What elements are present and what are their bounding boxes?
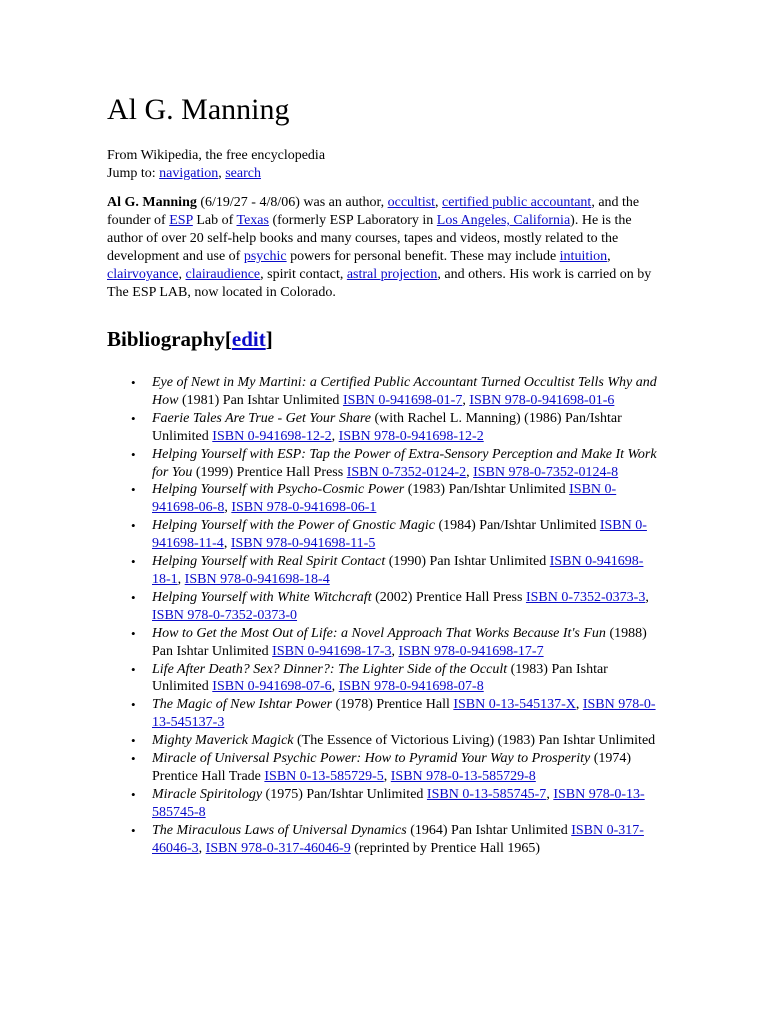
navigation-link[interactable]: navigation <box>159 165 219 181</box>
text-run: (formerly ESP Laboratory in <box>268 213 437 228</box>
isbn-link[interactable]: ISBN 978-0-317-46046-9 <box>205 840 351 856</box>
text-run: (1983) Pan Ishtar Unlimited <box>152 661 608 695</box>
intro-paragraph <box>107 194 662 302</box>
text-run: , and the founder of <box>107 195 640 228</box>
text-run: powers for personal benefit. These may include <box>286 249 560 264</box>
bibliography-heading <box>107 326 662 352</box>
text-run: , <box>391 643 399 659</box>
text-run: , <box>198 840 206 856</box>
bibliography-item <box>152 481 662 517</box>
isbn-link[interactable]: ISBN 0-941698-17-3 <box>272 643 392 659</box>
text-run: (The Essence of Victorious Living) (1983) Pan Ishtar Unlimited <box>293 733 656 749</box>
text-run: (reprinted by Prentice Hall 1965) <box>350 840 541 856</box>
isbn-link[interactable]: ISBN 978-0-941698-12-2 <box>338 428 484 444</box>
isbn-link[interactable]: ISBN 978-0-941698-17-7 <box>398 643 544 659</box>
text-run: (1988) Pan Ishtar Unlimited <box>152 625 647 659</box>
text-run: , <box>462 392 470 408</box>
isbn-link[interactable]: ISBN 0-941698-01-7 <box>342 392 463 408</box>
text-run: (1983) Pan/Ishtar Unlimited <box>404 482 570 498</box>
book-title: Helping Yourself with the Power of Gnostic Magic <box>152 518 435 534</box>
text-run: , and others. His work is carried on by The ESP LAB, now located in Colorado. <box>107 267 652 300</box>
bibliography-item <box>152 750 662 786</box>
isbn-link[interactable]: ISBN 0-941698-12-2 <box>212 428 332 444</box>
search-link[interactable]: search <box>225 165 261 181</box>
isbn-link[interactable]: ISBN 0-317-46046-3 <box>152 822 644 856</box>
book-title: How to Get the Most Out of Life: a Novel Approach That Works Because It's Fun <box>152 625 606 641</box>
isbn-link[interactable]: ISBN 978-0-13-545137-3 <box>152 697 656 731</box>
intuition-link[interactable]: intuition <box>559 249 608 264</box>
bibliography-list <box>107 374 662 857</box>
page-title: Al G. Manning <box>107 93 290 126</box>
text-run: , <box>645 589 649 605</box>
bibliography-item <box>152 625 662 661</box>
text-run: , <box>383 768 391 784</box>
book-title: Faerie Tales Are True - Get Your Share <box>152 410 371 426</box>
los-angeles-california-link[interactable]: Los Angeles, California <box>436 213 571 228</box>
isbn-link[interactable]: ISBN 978-0-13-585745-8 <box>152 786 645 820</box>
isbn-link[interactable]: ISBN 0-941698-06-8 <box>152 482 617 516</box>
book-title: Miracle of Universal Psychic Power: How to Pyramid Your Way to Prosperity <box>152 751 591 767</box>
book-title: The Miraculous Laws of Universal Dynamics <box>152 822 407 838</box>
clairvoyance-link[interactable]: clairvoyance <box>107 267 179 282</box>
isbn-link[interactable]: ISBN 978-0-941698-07-8 <box>338 679 484 695</box>
text-run: (1975) Pan/Ishtar Unlimited <box>262 786 427 802</box>
text-run: (1999) Prentice Hall Press <box>192 464 347 480</box>
bibliography-item <box>152 822 662 858</box>
article <box>107 92 662 857</box>
jump-separator: , <box>218 165 226 181</box>
occultist-link[interactable]: occultist <box>387 195 436 210</box>
isbn-link[interactable]: ISBN 0-941698-11-4 <box>152 518 647 552</box>
site-tagline: From Wikipedia, the free encyclopedia <box>107 148 326 163</box>
isbn-link[interactable]: ISBN 0-941698-18-1 <box>152 554 644 587</box>
text-run: , <box>331 428 339 444</box>
book-title: Mighty Maverick Magick <box>152 733 294 749</box>
isbn-link[interactable]: ISBN 978-0-941698-01-6 <box>469 392 615 408</box>
isbn-link[interactable]: ISBN 978-0-941698-06-1 <box>231 500 377 516</box>
text-run: , <box>546 786 554 802</box>
bibliography-item <box>152 410 662 446</box>
text-run: , <box>575 697 583 713</box>
text-run: , <box>178 267 186 282</box>
article-subtitle <box>107 147 662 182</box>
text-run: (1984) Pan/Ishtar Unlimited <box>434 518 600 534</box>
bibliography-item <box>152 589 662 625</box>
clairaudience-link[interactable]: clairaudience <box>185 267 261 282</box>
text-run: , <box>223 536 231 552</box>
bibliography-item <box>152 786 662 822</box>
text-run: (2002) Prentice Hall Press <box>371 589 526 605</box>
text-run: (1974) Prentice Hall Trade <box>152 751 632 784</box>
book-title: Life After Death? Sex? Dinner?: The Lighter Side of the Occult <box>152 661 508 677</box>
text-run: (1990) Pan Ishtar Unlimited <box>385 554 550 570</box>
section-title: Bibliography <box>107 327 225 351</box>
isbn-link[interactable]: ISBN 0-7352-0124-2 <box>346 464 467 480</box>
bibliography-item <box>152 446 662 482</box>
text-run: , <box>607 249 611 264</box>
bibliography-item <box>152 661 662 697</box>
edit-link[interactable]: edit <box>231 327 266 351</box>
text-run: (1978) Prentice Hall <box>332 697 454 713</box>
isbn-link[interactable]: ISBN 978-0-941698-11-5 <box>230 536 376 552</box>
subject-name: Al G. Manning <box>107 195 197 210</box>
text-run: (with Rachel L. Manning) (1986) Pan/Ishtar Unlimited <box>152 410 622 444</box>
isbn-link[interactable]: ISBN 0-13-545137-X <box>453 697 576 713</box>
isbn-link[interactable]: ISBN 0-13-585745-7 <box>426 786 547 802</box>
book-title: Eye of Newt in My Martini: a Certified Public Accountant Turned Occultist Tells Why and How <box>152 375 657 408</box>
text-run: (6/19/27 - 4/8/06) was an author, <box>196 195 388 210</box>
text-run: ). He is the author of over 20 self-help books and many courses, tapes and videos, mostly related to the development and use of <box>107 213 632 264</box>
bibliography-item <box>152 696 662 732</box>
text-run: , <box>224 500 232 516</box>
certified-public-accountant-link[interactable]: certified public accountant <box>442 195 592 210</box>
isbn-link[interactable]: ISBN 978-0-941698-18-4 <box>184 571 330 587</box>
text-run: , <box>466 464 474 480</box>
book-title: Helping Yourself with White Witchcraft <box>152 589 372 605</box>
book-title: Helping Yourself with Psycho-Cosmic Power <box>152 482 405 498</box>
psychic-link[interactable]: psychic <box>243 249 287 264</box>
book-title: Miracle Spiritology <box>152 786 263 802</box>
text-run: Lab of <box>192 213 237 228</box>
astral-projection-link[interactable]: astral projection <box>346 267 438 282</box>
bibliography-item <box>152 517 662 553</box>
text-run: (1964) Pan Ishtar Unlimited <box>406 822 572 838</box>
bibliography-item <box>152 732 662 750</box>
text-run: , <box>331 679 339 695</box>
isbn-link[interactable]: ISBN 978-0-7352-0373-0 <box>152 607 298 623</box>
book-title: The Magic of New Ishtar Power <box>152 697 333 713</box>
bibliography-item <box>152 374 662 410</box>
book-title: Helping Yourself with ESP: Tap the Power of Extra-Sensory Perception and Make It Work for You <box>152 446 657 480</box>
isbn-link[interactable]: ISBN 0-7352-0373-3 <box>525 589 646 605</box>
isbn-link[interactable]: ISBN 978-0-7352-0124-8 <box>473 464 619 480</box>
text-run: (1981) Pan Ishtar Unlimited <box>178 392 343 408</box>
jump-to <box>107 165 662 183</box>
text-run: , spirit contact, <box>260 267 347 282</box>
texas-link[interactable]: Texas <box>236 213 269 228</box>
bracket-close: ] <box>265 327 273 351</box>
isbn-link[interactable]: ISBN 0-941698-07-6 <box>212 679 332 695</box>
isbn-link[interactable]: ISBN 0-13-585729-5 <box>264 768 384 784</box>
esp-link[interactable]: ESP <box>169 213 193 228</box>
isbn-link[interactable]: ISBN 978-0-13-585729-8 <box>390 768 536 784</box>
book-title: Helping Yourself with Real Spirit Contact <box>152 554 386 570</box>
text-run: , <box>177 571 185 587</box>
jump-to-label: Jump to: <box>107 165 160 181</box>
bracket-open: [ <box>224 327 232 351</box>
text-run: , <box>435 195 443 210</box>
bibliography-item <box>152 553 662 589</box>
